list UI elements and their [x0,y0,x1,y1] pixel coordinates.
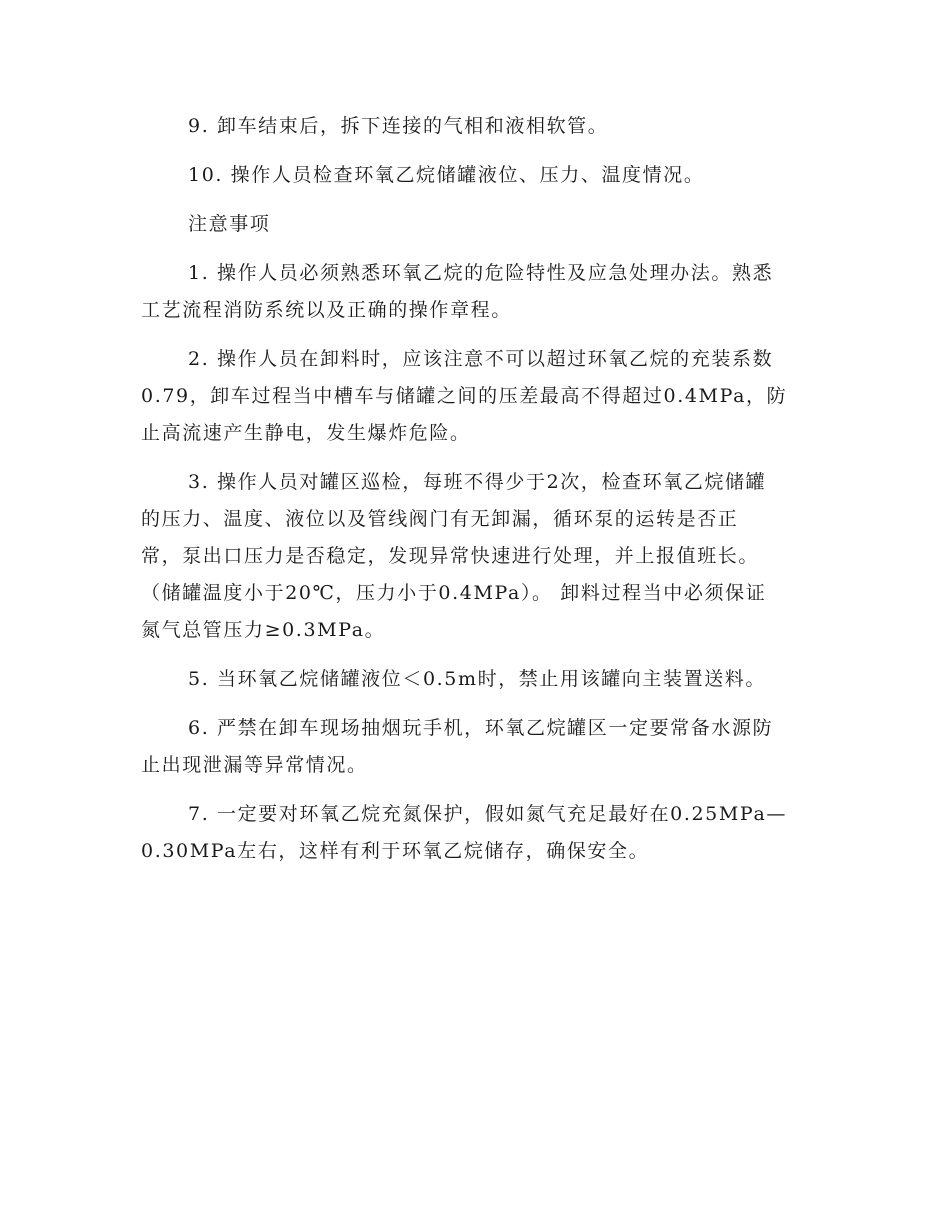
step-9-paragraph [141,108,807,145]
notes-heading [141,206,807,243]
text-line: （储罐温度小于20℃，压力小于0.4MPa）。 卸料过程当中必须保证 [141,582,767,604]
text-line: 工艺流程消防系统以及正确的操作章程。 [141,299,512,321]
text-line: 注意事项 [188,213,271,235]
text-line: 9. 卸车结束后，拆下连接的气相和液相软管。 [188,115,609,137]
note-7-paragraph [141,796,807,870]
note-2-paragraph [141,341,807,452]
text-line: 的压力、温度、液位以及管线阀门有无卸漏，循环泵的运转是否正 [141,508,739,530]
note-6-paragraph [141,710,807,784]
text-line: 5. 当环氧乙烷储罐液位＜0.5m时，禁止用该罐向主装置送料。 [188,668,767,690]
text-line: 氮气总管压力≥0.3MPa。 [141,619,386,641]
text-line: 止出现泄漏等异常情况。 [141,754,368,776]
note-5-paragraph [141,661,807,698]
document-page [141,108,807,882]
text-line: 6. 严禁在卸车现场抽烟玩手机，环氧乙烷罐区一定要常备水源防 [188,717,774,739]
text-line: 0.79，卸车过程当中槽车与储罐之间的压差最高不得超过0.4MPa，防 [141,385,788,407]
text-line: 常，泵出口压力是否稳定，发现异常快速进行处理，并上报值班长。 [141,545,760,567]
note-1-paragraph [141,255,807,329]
text-line: 7. 一定要对环氧乙烷充氮保护，假如氮气充足最好在0.25MPa— [188,803,787,825]
text-line: 2. 操作人员在卸料时，应该注意不可以超过环氧乙烷的充装系数 [188,348,774,370]
note-3-paragraph [141,464,807,649]
text-line: 3. 操作人员对罐区巡检，每班不得少于2次，检查环氧乙烷储罐 [188,471,767,493]
text-line: 1. 操作人员必须熟悉环氧乙烷的危险特性及应急处理办法。熟悉 [188,262,774,284]
step-10-paragraph [141,157,807,194]
text-line: 0.30MPa左右，这样有利于环氧乙烷储存，确保安全。 [141,840,650,862]
text-line: 止高流速产生静电，发生爆炸危险。 [141,422,471,444]
text-line: 10. 操作人员检查环氧乙烷储罐液位、压力、温度情况。 [188,164,705,186]
